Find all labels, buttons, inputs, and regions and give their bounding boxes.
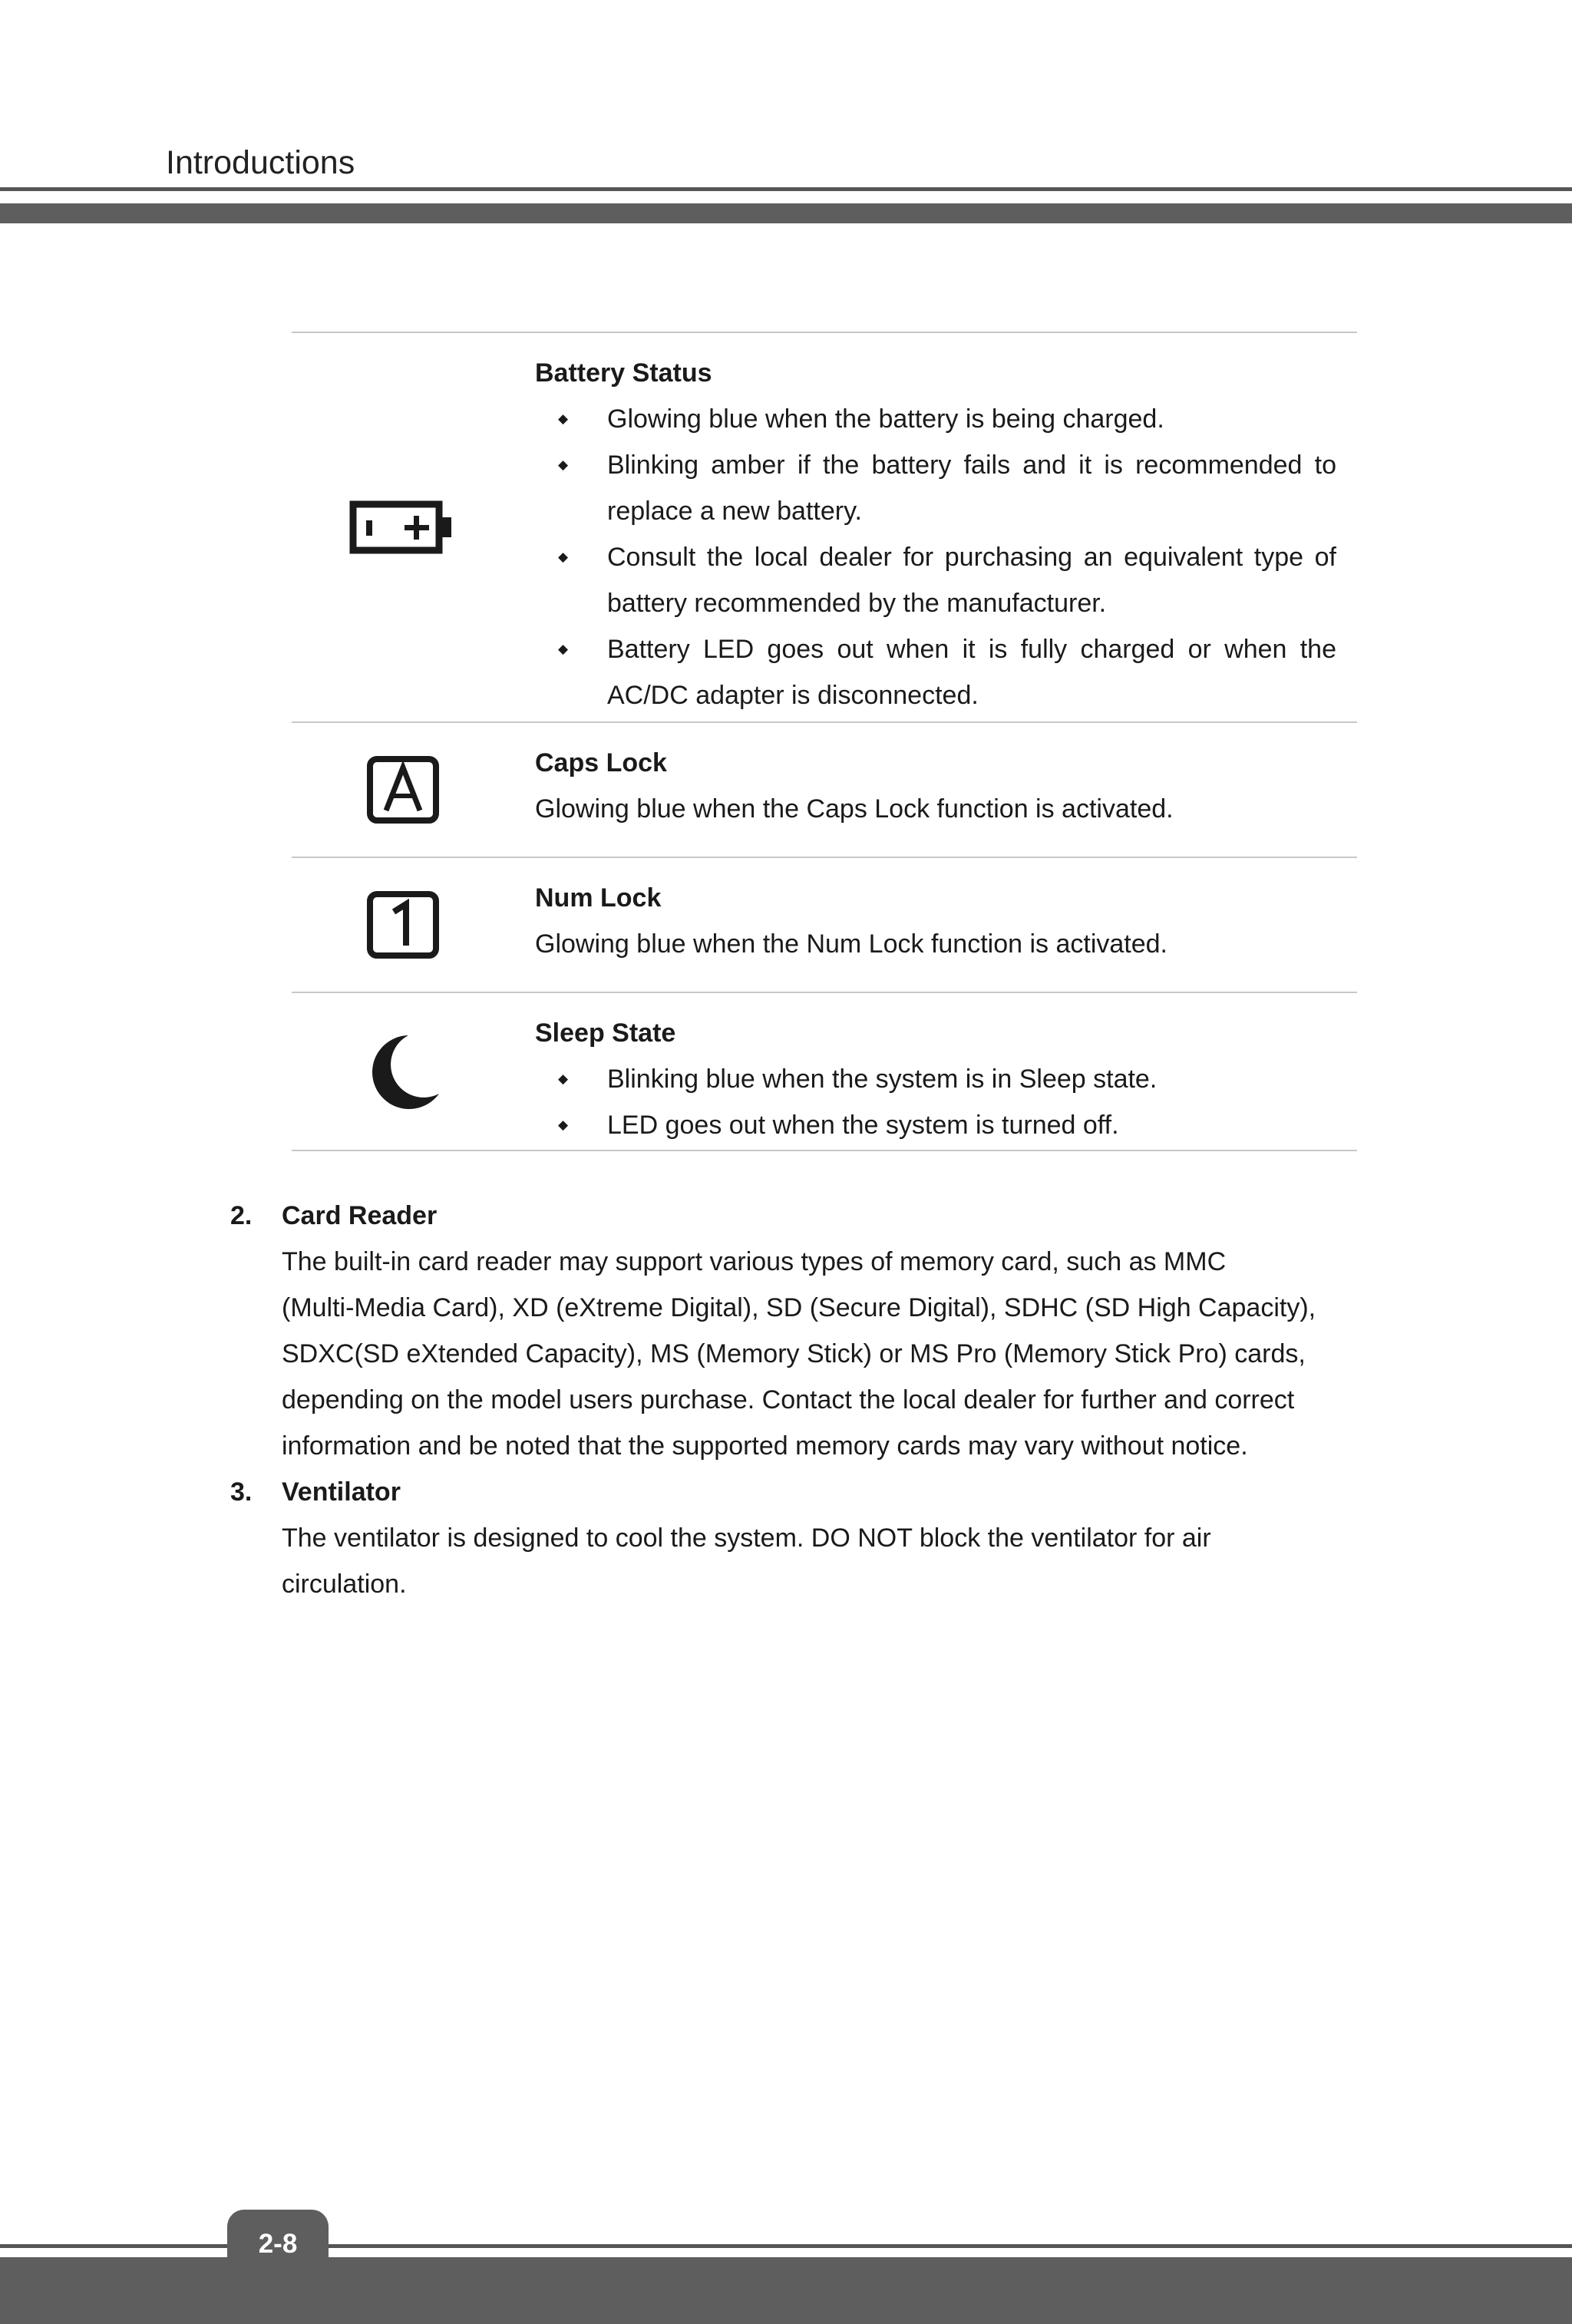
num-lock-icon-cell [292, 858, 514, 992]
battery-icon-cell [292, 333, 514, 721]
sleep-state-text [535, 1010, 1336, 1148]
led-row-caps-lock [292, 721, 1357, 857]
page-number: 2-8 [227, 2210, 329, 2263]
section-title: Ventilator [282, 1477, 401, 1507]
section-number: 2. [230, 1201, 253, 1230]
moon-icon-cell [292, 993, 514, 1150]
caps-lock-title: Caps Lock [535, 748, 667, 777]
list-item: ◆ Consult the local dealer for purchasing an equivalent type of battery recommended by the manufacturer. [535, 534, 1336, 626]
battery-icon [349, 500, 457, 554]
header-bar [0, 203, 1572, 223]
section-body [282, 1469, 1359, 1607]
section-card-reader [230, 1193, 1359, 1469]
battery-status-title: Battery Status [535, 358, 712, 388]
section-ventilator [230, 1469, 1359, 1607]
list-item: ◆ Battery LED goes out when it is fully charged or when the AC/DC adapter is disconnected. [535, 626, 1336, 718]
num-lock-text [535, 875, 1336, 967]
battery-status-text [535, 350, 1336, 718]
list-item: ◆ Blinking blue when the system is in Sleep state. [535, 1056, 1336, 1102]
caps-lock-text [535, 740, 1336, 832]
list-item: ◆ Glowing blue when the battery is being charged. [535, 396, 1336, 442]
battery-status-bullets [535, 396, 1336, 718]
moon-icon [361, 1029, 445, 1114]
section-number: 3. [230, 1477, 253, 1507]
footer-bar [0, 2257, 1572, 2324]
section-title: Card Reader [282, 1201, 438, 1230]
led-row-battery-status [292, 332, 1357, 721]
sleep-state-bullets [535, 1056, 1336, 1148]
sleep-state-title: Sleep State [535, 1018, 676, 1048]
numbered-sections [230, 1193, 1359, 1607]
list-item: ◆ Blinking amber if the battery fails and it is recommended to replace a new battery. [535, 442, 1336, 534]
num-lock-icon [366, 890, 440, 959]
led-indicator-table [292, 332, 1357, 1151]
section-text: The ventilator is designed to cool the system. DO NOT block the ventilator for air circulation. [282, 1523, 1211, 1599]
header-rule [0, 187, 1572, 191]
section-body [282, 1193, 1359, 1469]
led-row-num-lock [292, 857, 1357, 992]
num-lock-description: Glowing blue when the Num Lock function is activated. [535, 929, 1168, 959]
section-text: The built-in card reader may support various types of memory card, such as MMC (Multi-Media Card), XD (eXtreme Digital), SD (Secure Digital), SDHC (SD High Capacity), SDXC(SD eXtended Capacity), MS (Memory Stick) or MS Pro (Memory Stick Pro) cards, depending on the model users purchase. Contact the local dealer for further and correct information and be noted that the supported memory cards may vary without notice. [282, 1247, 1316, 1461]
caps-lock-icon-cell [292, 723, 514, 857]
caps-lock-icon [366, 755, 440, 824]
led-row-sleep-state [292, 992, 1357, 1151]
num-lock-title: Num Lock [535, 883, 662, 913]
list-item: ◆ LED goes out when the system is turned off. [535, 1102, 1336, 1148]
page-header-title: Introductions [166, 144, 355, 181]
caps-lock-description: Glowing blue when the Caps Lock function is activated. [535, 794, 1174, 824]
